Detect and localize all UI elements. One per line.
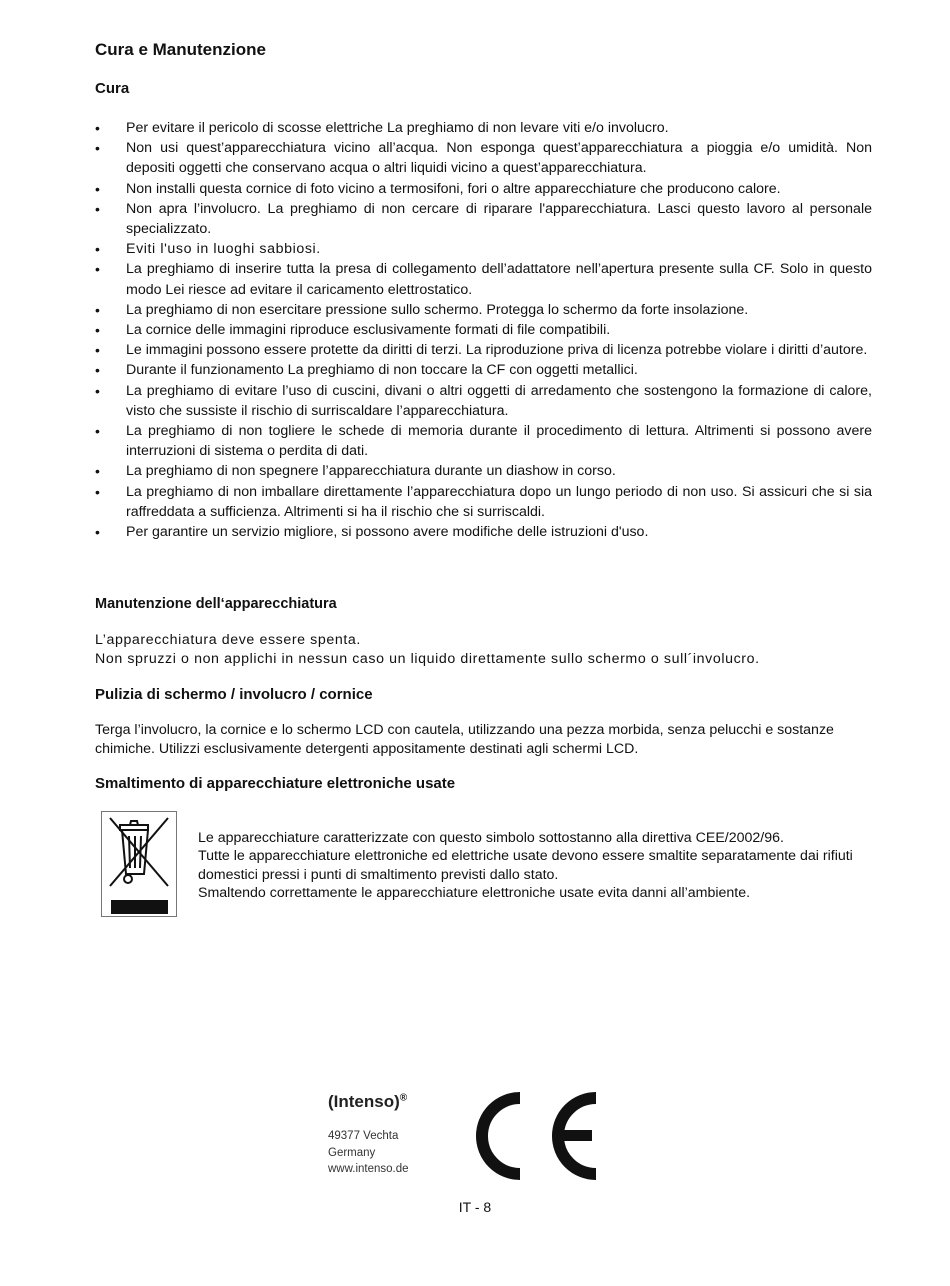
disposal-line: Smaltendo correttamente le apparecchiature elettroniche usate evita danni all’ambiente. <box>198 884 751 901</box>
page-number: IT - 8 <box>458 1199 492 1215</box>
maintenance-line: L’apparecchiatura deve essere spenta. <box>95 632 361 648</box>
disposal-text <box>198 829 878 902</box>
care-item: • Per garantire un servizio migliore, si possono avere modifiche delle istruzioni d'uso. <box>95 522 872 542</box>
cleaning-heading: Pulizia di schermo / involucro / cornice <box>95 686 373 703</box>
maintenance-heading: Manutenzione dell‘apparecchiatura <box>95 596 337 612</box>
manufacturer-address <box>328 1128 409 1178</box>
care-item: • La preghiamo di non togliere le schede di memoria durante il procedimento di lettura. Altrimenti si possono avere interruzioni di sistema o perdita di dati. <box>95 421 872 461</box>
care-item: • Non apra l’involucro. La preghiamo di non cercare di riparare l'apparecchiatura. Lasci questo lavoro al personale specializzato. <box>95 199 872 239</box>
care-item: • La preghiamo di non spegnere l’apparecchiatura durante un diashow in corso. <box>95 461 872 481</box>
website-text: www.intenso.de <box>328 1163 409 1175</box>
page-title: Cura e Manutenzione <box>95 40 266 59</box>
care-heading: Cura <box>95 80 130 97</box>
brand-name: (Intenso) <box>328 1092 400 1111</box>
address-line: 49377 Vechta <box>328 1130 399 1142</box>
care-list <box>95 118 872 542</box>
maintenance-line: Non spruzzi o non applichi in nessun caso un liquido direttamente sullo schermo o sull´involucro. <box>95 651 760 667</box>
care-item: • La preghiamo di non esercitare pressione sullo schermo. Protegga lo schermo da forte insolazione. <box>95 300 872 320</box>
care-item: • Durante il funzionamento La preghiamo di non toccare la CF con oggetti metallici. <box>95 360 872 380</box>
care-item: • Per evitare il pericolo di scosse elettriche La preghiamo di non levare viti e/o involucro. <box>95 118 872 138</box>
disposal-line: Tutte le apparecchiature elettroniche ed elettriche usate devono essere smaltite separatamente dai rifiuti domestici pressi i punti di smaltimento previsti dallo stato. <box>198 848 853 883</box>
care-item: • La preghiamo di evitare l’uso di cuscini, divani o altri oggetti di arredamento che sostengono la formazione di calore, visto che sussiste il rischio di surriscaldare l’apparecchiatura. <box>95 381 872 421</box>
registered-mark: ® <box>399 1092 408 1104</box>
ce-mark-icon <box>470 1090 600 1182</box>
brand-logo <box>328 1092 409 1112</box>
disposal-heading: Smaltimento di apparecchiature elettroniche usate <box>95 775 456 792</box>
care-item: • La cornice delle immagini riproduce esclusivamente formati di file compatibili. <box>95 320 872 340</box>
care-item: • Eviti l'uso in luoghi sabbiosi. <box>95 239 872 259</box>
crossed-out-wheelie-bin-icon <box>101 811 177 917</box>
manufacturer-block <box>328 1092 409 1178</box>
disposal-line: Le apparecchiature caratterizzate con questo simbolo sottostanno alla direttiva CEE/2002/96. <box>198 830 784 846</box>
care-item: • Non installi questa cornice di foto vicino a termosifoni, fori o altre apparecchiature che producono calore. <box>95 179 872 199</box>
cleaning-text: Terga l’involucro, la cornice e lo schermo LCD con cautela, utilizzando una pezza morbida, senza pelucchi e sostanze chimiche. Utilizzi esclusivamente detergenti appositamente destinati agli schermi LCD. <box>95 722 834 757</box>
care-item: • Le immagini possono essere protette da diritti di terzi. La riproduzione priva di licenza potrebbe violare i diritti d’autore. <box>95 340 872 360</box>
care-item: • La preghiamo di non imballare direttamente l’apparecchiatura dopo un lungo periodo di non uso. Si assicuri che si sia raffreddata a sufficienza. Altrimenti si ha il rischio che si surriscaldi. <box>95 482 872 522</box>
care-item: • La preghiamo di inserire tutta la presa di collegamento dell’adattatore nell’apertura presente sulla CF. Solo in questo modo Lei riesce ad evitare il caricamento elettrostatico. <box>95 259 872 299</box>
care-item: • Non usi quest’apparecchiatura vicino all’acqua. Non esponga quest’apparecchiatura a pioggia e/o umidità. Non depositi oggetti che conservano acqua o altri liquidi vicino a quest’apparecchiatura. <box>95 138 872 178</box>
address-line: Germany <box>328 1146 376 1159</box>
